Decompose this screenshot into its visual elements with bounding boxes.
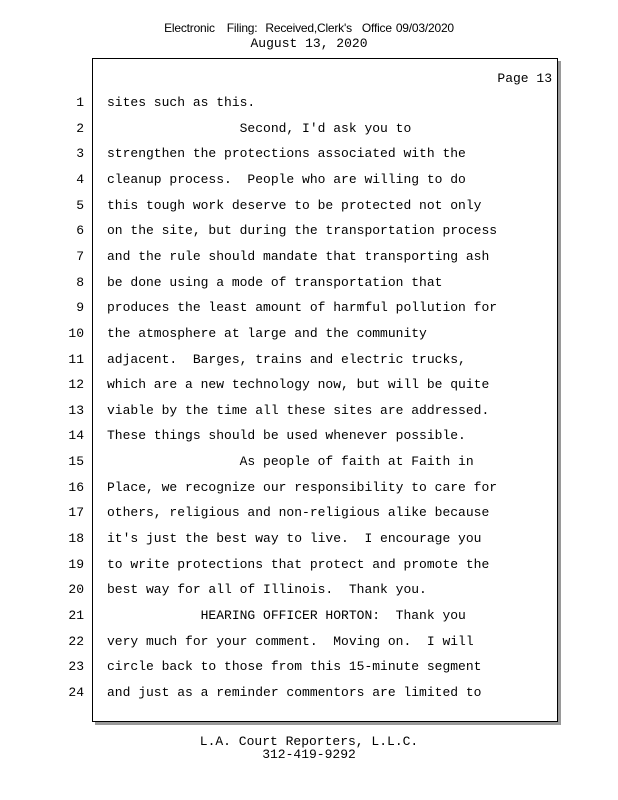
line-text: viable by the time all these sites are addressed. <box>107 403 490 418</box>
line-text: Place, we recognize our responsibility to care for <box>107 480 498 495</box>
stamp-word: Office <box>361 21 392 35</box>
line-number: 5 <box>76 198 84 213</box>
stamp-date: 09/03/2020 <box>395 21 454 35</box>
line-text: strengthen the protections associated with the <box>107 146 466 161</box>
line-number: 22 <box>68 634 84 649</box>
line-number: 23 <box>68 659 84 674</box>
page-number: Page 13 <box>497 71 552 86</box>
line-text: others, religious and non-religious alike because <box>107 505 490 520</box>
stamp-word: Received,Clerk's <box>265 21 352 35</box>
line-text: on the site, but during the transportation process <box>107 223 498 238</box>
line-text: it's just the best way to live. I encourage you <box>107 531 482 546</box>
line-number: 12 <box>68 377 84 392</box>
line-text: adjacent. Barges, trains and electric trucks, <box>107 352 466 367</box>
reporter-company: L.A. Court Reporters, L.L.C. <box>199 734 419 749</box>
line-number: 20 <box>68 582 84 597</box>
line-number: 11 <box>68 352 84 367</box>
line-text: produces the least amount of harmful pollution for <box>107 300 498 315</box>
line-text: best way for all of Illinois. Thank you. <box>107 582 427 597</box>
line-text: and just as a reminder commentors are limited to <box>107 685 482 700</box>
line-text: be done using a mode of transportation that <box>107 275 443 290</box>
stamp-word: Filing: <box>226 21 258 35</box>
line-text: As people of faith at Faith in <box>107 454 474 469</box>
line-text: which are a new technology now, but will be quite <box>107 377 490 392</box>
line-text: this tough work deserve to be protected not only <box>107 198 482 213</box>
line-number: 2 <box>76 121 84 136</box>
hearing-date: August 13, 2020 <box>250 36 368 51</box>
line-text: circle back to those from this 15-minute segment <box>107 659 482 674</box>
line-number: 9 <box>76 300 84 315</box>
line-text: the atmosphere at large and the community <box>107 326 427 341</box>
stamp-word: Electronic <box>164 21 215 35</box>
line-text: sites such as this. <box>107 95 256 110</box>
line-text: cleanup process. People who are willing to do <box>107 172 466 187</box>
line-number: 21 <box>68 608 84 623</box>
line-text: very much for your comment. Moving on. I will <box>107 634 474 649</box>
efiling-stamp <box>0 21 618 35</box>
line-text: Second, I'd ask you to <box>107 121 412 136</box>
line-number: 13 <box>68 403 84 418</box>
line-number: 4 <box>76 172 84 187</box>
line-number: 15 <box>68 454 84 469</box>
reporter-phone: 312-419-9292 <box>262 747 356 762</box>
line-number: 8 <box>76 275 84 290</box>
line-text: HEARING OFFICER HORTON: Thank you <box>107 608 466 623</box>
line-number: 16 <box>68 480 84 495</box>
line-text: and the rule should mandate that transporting ash <box>107 249 490 264</box>
line-text: to write protections that protect and promote the <box>107 557 490 572</box>
line-number: 19 <box>68 557 84 572</box>
line-number: 24 <box>68 685 84 700</box>
line-number: 3 <box>76 146 84 161</box>
line-number: 7 <box>76 249 84 264</box>
line-number: 17 <box>68 505 84 520</box>
line-text: These things should be used whenever possible. <box>107 428 466 443</box>
line-number: 6 <box>76 223 84 238</box>
line-number: 14 <box>68 428 84 443</box>
line-number: 10 <box>68 326 84 341</box>
line-number: 18 <box>68 531 84 546</box>
line-number: 1 <box>76 95 84 110</box>
